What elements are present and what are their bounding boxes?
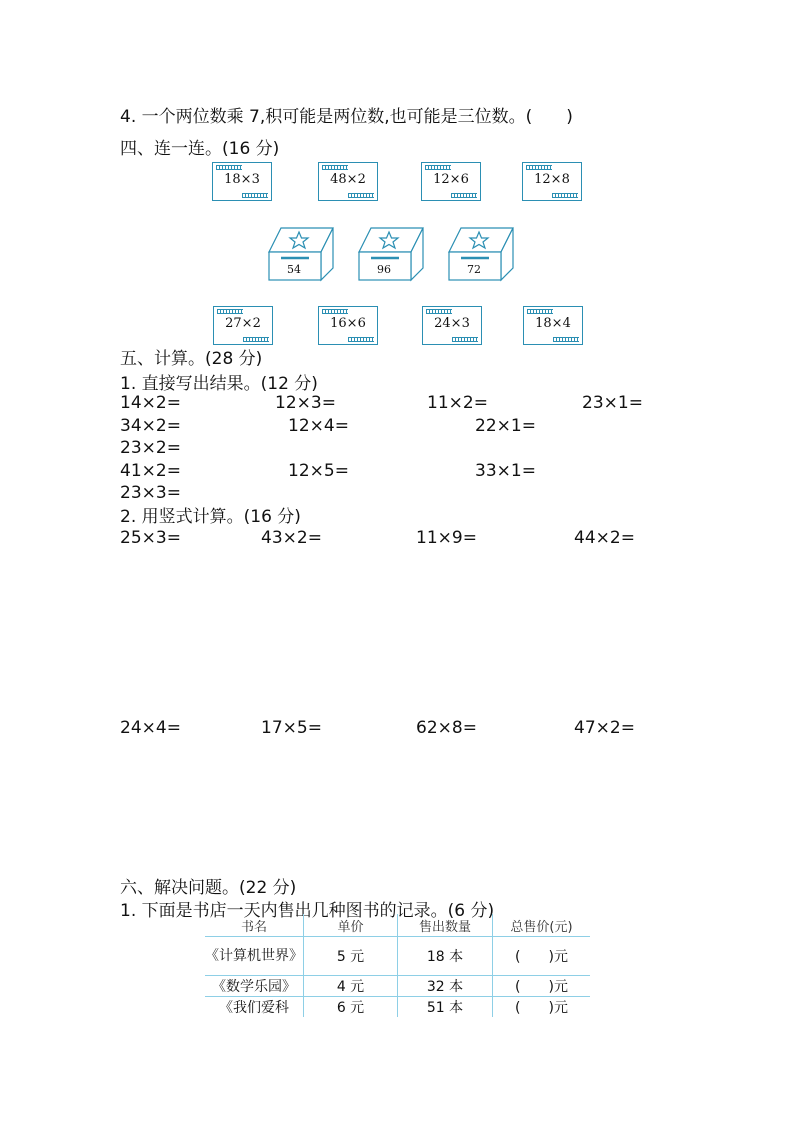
table-row xyxy=(205,997,590,1018)
problem-text: 下面是书店一天内售出几种图书的记录。(6 分) xyxy=(141,901,495,921)
quantity: 32 本 xyxy=(398,976,493,997)
unit-price: 6 元 xyxy=(304,997,398,1018)
oral-expression: 41×2= xyxy=(120,461,181,481)
card-expression: 18×4 xyxy=(535,316,571,331)
mailbox-house[interactable] xyxy=(267,226,335,282)
expression-card[interactable] xyxy=(213,306,273,345)
total-blank[interactable]: ( )元 xyxy=(493,976,591,997)
card-expression: 12×8 xyxy=(534,172,570,187)
card-decoration xyxy=(426,309,452,314)
table-row xyxy=(205,937,590,976)
book-name: 《我们爱科 xyxy=(219,1000,289,1016)
oral-expression: 12×3= xyxy=(275,393,336,413)
question-4 xyxy=(120,102,573,127)
vertical-expression: 11×9= xyxy=(416,528,477,548)
card-decoration xyxy=(526,165,552,170)
quantity: 51 本 xyxy=(398,997,493,1018)
book-sales-table xyxy=(205,914,590,1017)
card-expression: 12×6 xyxy=(433,172,469,187)
header-total: 总售价(元) xyxy=(493,914,591,937)
expression-card[interactable] xyxy=(318,162,378,201)
expression-card[interactable] xyxy=(522,162,582,201)
header-quantity: 售出数量 xyxy=(398,914,493,937)
question-number: 4. xyxy=(120,107,137,127)
oral-expression: 12×5= xyxy=(288,461,349,481)
oral-expression: 12×4= xyxy=(288,416,349,436)
header-unit-price: 单价 xyxy=(304,914,398,937)
card-decoration xyxy=(243,337,269,342)
card-decoration xyxy=(452,337,478,342)
house-number: 96 xyxy=(377,263,391,276)
card-expression: 16×6 xyxy=(330,316,366,331)
card-decoration xyxy=(216,165,242,170)
part-number: 1. xyxy=(120,374,137,394)
oral-expression: 22×1= xyxy=(475,416,536,436)
book-name: 《计算机世界》 xyxy=(205,937,304,976)
book-name: 《数学乐园》 xyxy=(205,976,304,997)
part-number: 2. xyxy=(120,507,137,527)
section-5-title: 五、计算。(28 分) xyxy=(120,349,263,369)
expression-card[interactable] xyxy=(318,306,378,345)
problem-number: 1. xyxy=(120,901,137,921)
mailbox-house[interactable] xyxy=(447,226,515,282)
section-6-title: 六、解决问题。(22 分) xyxy=(120,878,297,898)
house-number: 54 xyxy=(287,263,301,276)
vertical-expression: 25×3= xyxy=(120,528,181,548)
vertical-expression: 17×5= xyxy=(261,718,322,738)
table-header-row xyxy=(205,914,590,937)
card-decoration xyxy=(322,309,348,314)
total-blank[interactable]: ( )元 xyxy=(493,997,591,1018)
card-decoration xyxy=(527,309,553,314)
vertical-expression: 47×2= xyxy=(574,718,635,738)
quantity: 18 本 xyxy=(398,937,493,976)
part-2-heading xyxy=(120,502,301,527)
unit-price: 4 元 xyxy=(304,976,398,997)
vertical-expression: 43×2= xyxy=(261,528,322,548)
table-row xyxy=(205,976,590,997)
vertical-expression: 24×4= xyxy=(120,718,181,738)
card-decoration xyxy=(348,337,374,342)
section-4-title: 四、连一连。(16 分) xyxy=(120,139,280,159)
oral-expression: 23×2= xyxy=(120,438,181,458)
oral-expression: 34×2= xyxy=(120,416,181,436)
expression-card[interactable] xyxy=(212,162,272,201)
card-decoration xyxy=(425,165,451,170)
oral-expression: 11×2= xyxy=(427,393,488,413)
card-expression: 18×3 xyxy=(224,172,260,187)
card-expression: 24×3 xyxy=(434,316,470,331)
vertical-expression: 62×8= xyxy=(416,718,477,738)
oral-expression: 33×1= xyxy=(475,461,536,481)
card-decoration xyxy=(322,165,348,170)
total-blank[interactable]: ( )元 xyxy=(493,937,591,976)
card-decoration xyxy=(242,193,268,198)
mailbox-house[interactable] xyxy=(357,226,425,282)
card-decoration xyxy=(217,309,243,314)
card-decoration xyxy=(552,193,578,198)
vertical-expression: 44×2= xyxy=(574,528,635,548)
card-expression: 48×2 xyxy=(330,172,366,187)
oral-expression: 23×3= xyxy=(120,483,181,503)
card-decoration xyxy=(451,193,477,198)
unit-price: 5 元 xyxy=(304,937,398,976)
expression-card[interactable] xyxy=(523,306,583,345)
card-decoration xyxy=(348,193,374,198)
part-title: 用竖式计算。(16 分) xyxy=(141,507,301,527)
header-book-name: 书名 xyxy=(205,914,304,937)
house-number: 72 xyxy=(467,263,481,276)
card-decoration xyxy=(553,337,579,342)
part-1-heading xyxy=(120,369,318,394)
card-expression: 27×2 xyxy=(225,316,261,331)
oral-expression: 23×1= xyxy=(582,393,643,413)
expression-card[interactable] xyxy=(422,306,482,345)
oral-expression: 14×2= xyxy=(120,393,181,413)
expression-card[interactable] xyxy=(421,162,481,201)
part-title: 直接写出结果。(12 分) xyxy=(141,374,318,394)
question-text: 一个两位数乘 7,积可能是两位数,也可能是三位数。( ) xyxy=(141,107,573,127)
